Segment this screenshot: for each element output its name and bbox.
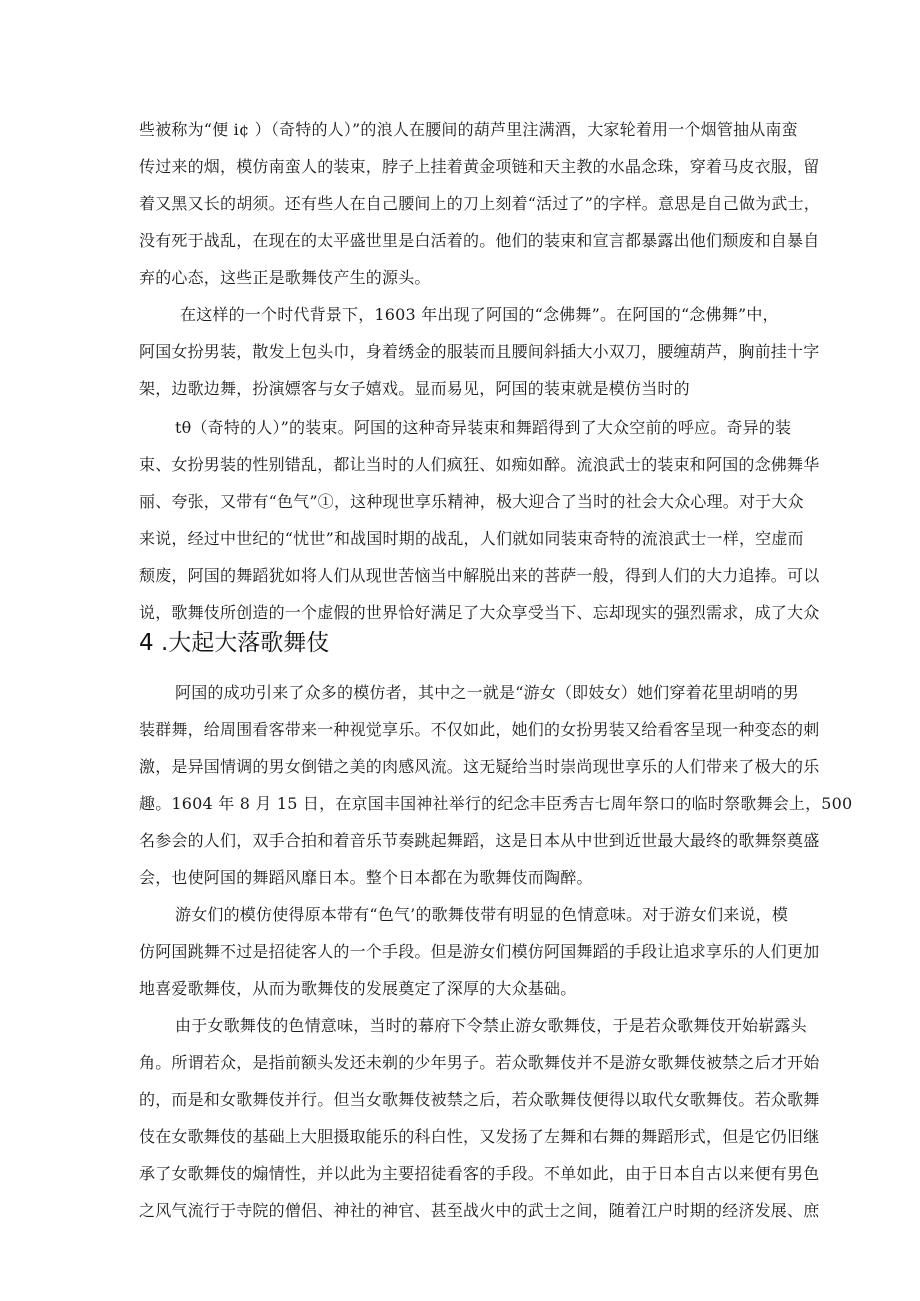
- text-line: 之风气流行于寺院的僧侣、神社的神官、甚至战火中的武士之间，随着江户时期的经济发展、庶: [139, 1201, 820, 1220]
- text-line: 弃的心态，这些正是歌舞伎产生的源头。: [139, 268, 431, 287]
- text-line: 传过来的烟，模仿南蛮人的装束，脖子上挂着黄金项链和天主教的水晶念珠，穿着马皮衣服，留: [139, 157, 820, 176]
- text-line: 丽、夸张，又带有“色气”①，这种现世享乐精神，极大迎合了当时的社会大众心理。对于大众: [139, 492, 804, 511]
- text-line: 在这样的一个时代背景下，1603 年出现了阿国的“念佛舞”。在阿国的“念佛舞”中，: [180, 305, 779, 324]
- text-line: 地喜爱歌舞伎，从而为歌舞伎的发展奠定了深厚的大众基础。: [139, 979, 577, 998]
- text-line: 束、女扮男装的性别错乱，都让当时的人们疯狂、如痴如醉。流浪武士的装束和阿国的念佛舞华: [139, 455, 820, 474]
- text-line: 些被称为“便 i¢ ）（奇特的人）”的浪人在腰间的葫芦里注满酒，大家轮着用一个烟管抽从南蛮: [139, 120, 798, 139]
- text-line: 阿国女扮男装，散发上包头巾，身着绣金的服装而且腰间斜插大小双刀，腰缠葫芦，胸前挂十字: [139, 342, 820, 361]
- text-line: 激，是异国情调的男女倒错之美的肉感风流。这无疑给当时崇尚现世享乐的人们带来了极大的乐: [139, 757, 820, 776]
- text-line: 仿阿国跳舞不过是招徒客人的一个手段。但是游女们模仿阿国舞蹈的手段让追求享乐的人们更加: [139, 942, 820, 961]
- text-line: 承了女歌舞伎的煽情性，并以此为主要招徒看客的手段。不单如此，由于日本自古以来便有男色: [139, 1164, 820, 1183]
- text-line: 装群舞，给周围看客带来一种视觉享乐。不仅如此，她们的女扮男装又给看客呈现一种变态的刺: [139, 720, 820, 739]
- text-line: 角。所谓若众，是指前额头发还未剃的少年男子。若众歌舞伎并不是游女歌舞伎被禁之后才开始: [139, 1053, 820, 1072]
- text-line: 名参会的人们，双手合拍和着音乐节奏跳起舞蹈，这是日本从中世到近世最大最终的歌舞祭奠盛: [139, 831, 820, 850]
- text-line: 说，歌舞伎所创造的一个虚假的世界恰好满足了大众享受当下、忘却现实的强烈需求，成了大众: [139, 603, 820, 622]
- text-line: 着又黑又长的胡须。还有些人在自己腰间上的刀上刻着“活过了”的字样。意思是自己做为武士，: [139, 194, 820, 213]
- text-line: 的，而是和女歌舞伎并行。但当女歌舞伎被禁之后，若众歌舞伎便得以取代女歌舞伎。若众歌舞: [139, 1090, 820, 1109]
- text-line: 架，边歌边舞，扮演嫖客与女子嬉戏。显而易见，阿国的装束就是模仿当时的: [139, 379, 690, 398]
- text-line: 来说，经过中世纪的“忧世”和战国时期的战乱，人们就如同装束奇特的流浪武士一样，空虚而: [139, 529, 804, 548]
- text-line: 伎在女歌舞伎的基础上大胆摄取能乐的科白性，又发扬了左舞和右舞的舞蹈形式，但是它仍旧继: [139, 1127, 820, 1146]
- section-heading: 4 .大起大落歌舞伎: [139, 630, 330, 656]
- text-line: 由于女歌舞伎的色情意味，当时的幕府下令禁止游女歌舞伎，于是若众歌舞伎开始崭露头: [175, 1016, 807, 1035]
- text-line: 没有死于战乱，在现在的太平盛世里是白活着的。他们的装束和宣言都暴露出他们颓废和自暴自: [139, 231, 820, 250]
- text-line: 阿国的成功引来了众多的模仿者，其中之一就是“游女（即妓女）她们穿着花里胡哨的男: [175, 683, 799, 702]
- text-line: 颓废，阿国的舞蹈犹如将人们从现世苦恼当中解脱出来的菩萨一般，得到人们的大力追捧。可以: [139, 566, 820, 585]
- text-line: 会，也使阿国的舞蹈风靡日本。整个日本都在为歌舞伎而陶醉。: [139, 868, 593, 887]
- text-line: 趣。1604 年 8 月 15 日，在京国丰国神社举行的纪念丰臣秀吉七周年祭口的临时祭歌舞会上，500: [139, 794, 853, 813]
- text-line: tθ（奇特的人）”的装束。阿国的这种奇异装束和舞蹈得到了大众空前的呼应。奇异的装: [175, 418, 792, 437]
- text-line: 游女们的模仿使得原本带有“色气’的歌舞伎带有明显的色情意味。对于游女们来说，模: [175, 905, 789, 924]
